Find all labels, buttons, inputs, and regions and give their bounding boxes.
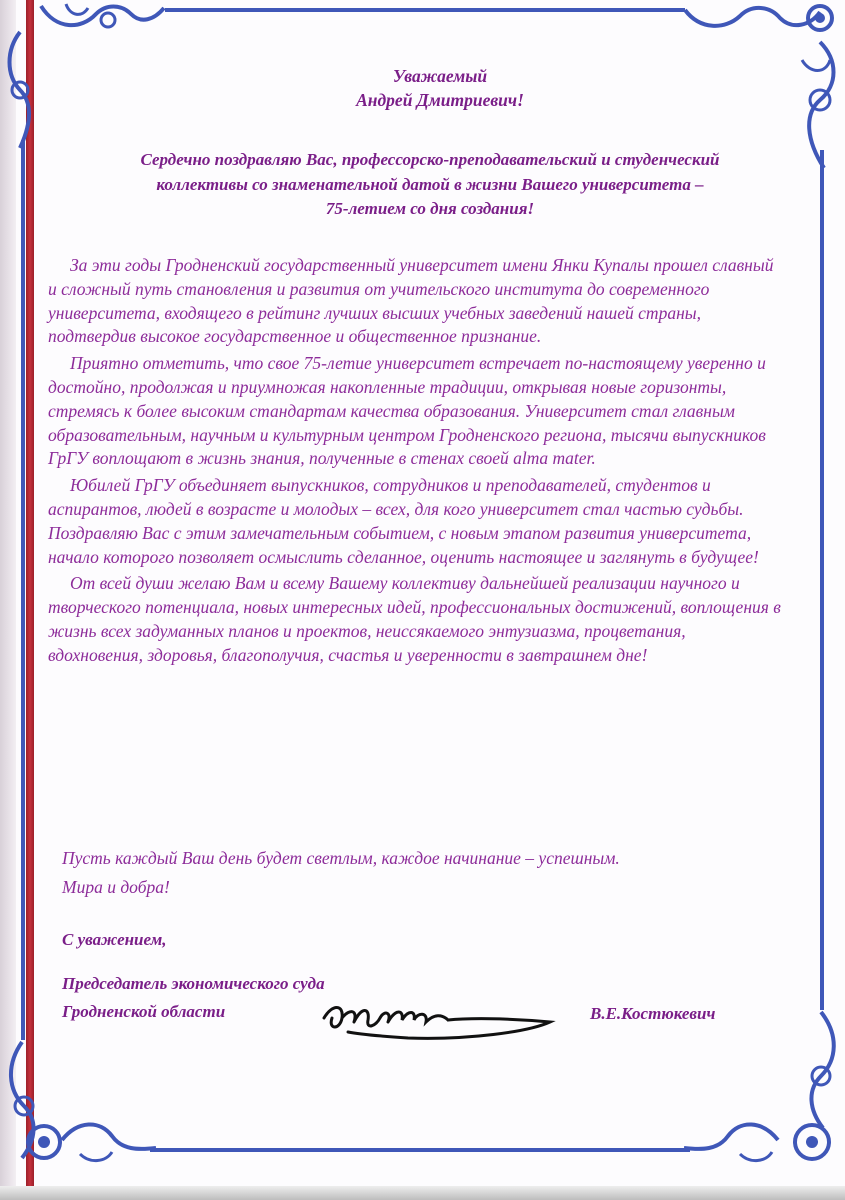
signature-icon bbox=[318, 996, 568, 1046]
body-paragraph: За эти годы Гродненский государственный университет имени Янки Купалы прошел славный и сложный путь становления и развития от учительского института до современного университета, входящего в рейтинг лучших высших учебных заведений нашей страны, подтвердив высокое государственное и общественное признание. bbox=[48, 255, 774, 347]
congratulation-line2: коллективы со знаменательной датой в жизни Вашего университета – bbox=[156, 174, 704, 194]
wish-line1: Пусть каждый Ваш день будет светлым, каждое начинание – успешным. bbox=[62, 848, 620, 868]
greeting-line1: Уважаемый bbox=[392, 66, 488, 86]
wish-line2: Мира и добра! bbox=[62, 877, 170, 897]
greeting-line2: Андрей Дмитриевич! bbox=[356, 90, 524, 110]
signer-position-line2: Гродненской области bbox=[62, 1002, 226, 1021]
letter-body bbox=[48, 254, 784, 668]
regards-text: С уважением, bbox=[62, 930, 167, 949]
congratulation-heading bbox=[70, 148, 790, 222]
signer-name: В.Е.Костюкевич bbox=[590, 1004, 716, 1023]
body-paragraph: Приятно отметить, что свое 75-летие университет встречает по-настоящему уверенно и достойно, продолжая и приумножая накопленные традиции, открывая новые горизонты, стремясь к более высоким стандартам качества образования. Университет стал главным образовательным, научным и культурным центром Гродненского региона, тысячи выпускников ГрГУ воплощают в жизнь знания, полученные в стенах своей alma mater. bbox=[48, 353, 766, 469]
body-paragraph: От всей души желаю Вам и всему Вашему коллективу дальнейшей реализации научного и творческого потенциала, новых интересных идей, профессиональных достижений, воплощения в жизнь всех задуманных планов и проектов, неиссякаемого энтузиазма, процветания, вдохновения, здоровья, благополучия, счастья и уверенности в завтрашнем дне! bbox=[48, 573, 781, 665]
signer-position-line1: Председатель экономического суда bbox=[62, 974, 325, 993]
congratulation-line1: Сердечно поздравляю Вас, профессорско-преподавательский и студенческий bbox=[140, 150, 720, 169]
congratulation-line3: 75-летием со дня создания! bbox=[325, 199, 535, 218]
body-paragraph: Юбилей ГрГУ объединяет выпускников, сотрудников и преподавателей, студентов и аспирантов, людей в возрасте и молодых – всех, для кого университет стал частью судьбы. Поздравляю Вас с этим замечательным событием, с новым этапом развития университета, начало которого позволяет осмыслить сделанное, оценить настоящее и заглянуть в будущее! bbox=[48, 475, 759, 567]
